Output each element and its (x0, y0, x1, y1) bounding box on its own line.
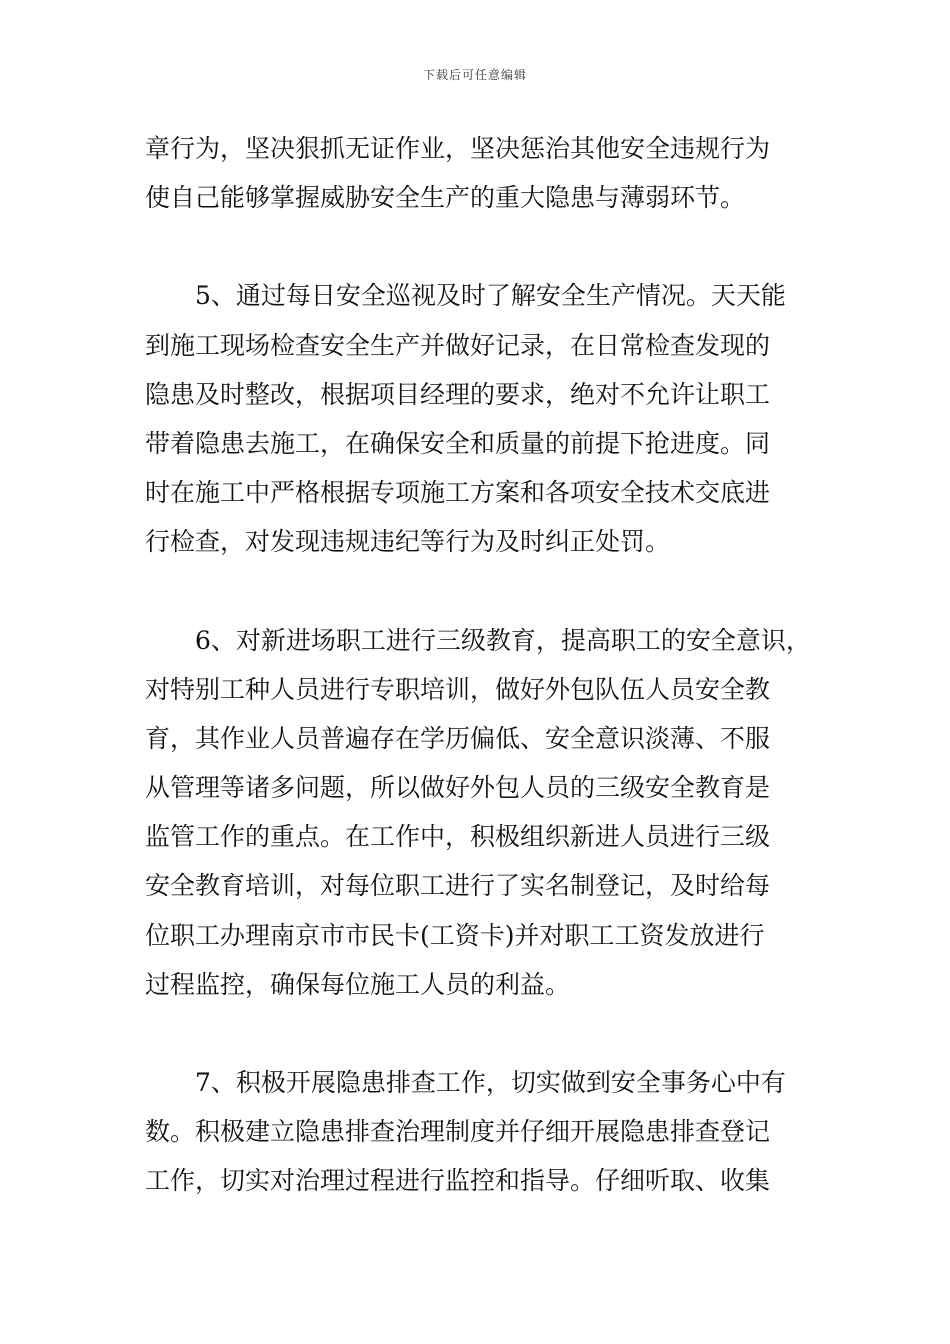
text-line: 5、通过每日安全巡视及时了解安全生产情况。天天能 (145, 281, 786, 311)
text-line: 章行为，坚决狠抓无证作业，坚决惩治其他安全违规行为 (145, 134, 771, 163)
text-line: 工作，切实对治理过程进行监控和指导。仔细听取、收集 (145, 1166, 771, 1196)
paragraph-item-7 (145, 1058, 815, 1206)
text-line: 使自己能够掌握威胁安全生产的重大隐患与薄弱环节。 (145, 183, 746, 213)
text-line: 从管理等诸多问题，所以做好外包人员的三级安全教育是 (145, 773, 771, 803)
paragraph-item-5 (145, 271, 815, 566)
text-line: 时在施工中严格根据专项施工方案和各项安全技术交底进 (145, 478, 771, 508)
text-line: 隐患及时整改，根据项目经理的要求，绝对不允许让职工 (145, 379, 771, 409)
text-line: 位职工办理南京市市民卡(工资卡)并对职工工资发放进行 (145, 920, 765, 950)
text-line: 监管工作的重点。在工作中，积极组织新进人员进行三级 (145, 822, 771, 852)
text-line: 7、积极开展隐患排查工作，切实做到安全事务心中有 (145, 1068, 786, 1097)
text-line: 对特别工种人员进行专职培训，做好外包队伍人员安全教 (145, 674, 771, 704)
text-line: 数。积极建立隐患排查治理制度并仔细开展隐患排查登记 (145, 1117, 771, 1147)
text-line: 行检查，对发现违规违纪等行为及时纠正处罚。 (145, 527, 671, 557)
text-line: 6、对新进场职工进行三级教育，提高职工的安全意识， (145, 625, 811, 655)
paragraph-item-6 (145, 616, 815, 1010)
text-line: 带着隐患去施工，在确保安全和质量的前提下抢进度。同 (145, 428, 771, 458)
text-line: 到施工现场检查安全生产并做好记录，在日常检查发现的 (145, 330, 771, 360)
text-line: 过程监控，确保每位施工人员的利益。 (145, 969, 571, 999)
paragraph-continuation (145, 124, 815, 222)
text-line: 育，其作业人员普遍存在学历偏低、安全意识淡薄、不服 (145, 723, 771, 753)
text-line: 安全教育培训，对每位职工进行了实名制登记，及时给每 (145, 871, 771, 901)
document-body (145, 124, 815, 1206)
page-header: 下载后可任意编辑 (422, 68, 527, 82)
